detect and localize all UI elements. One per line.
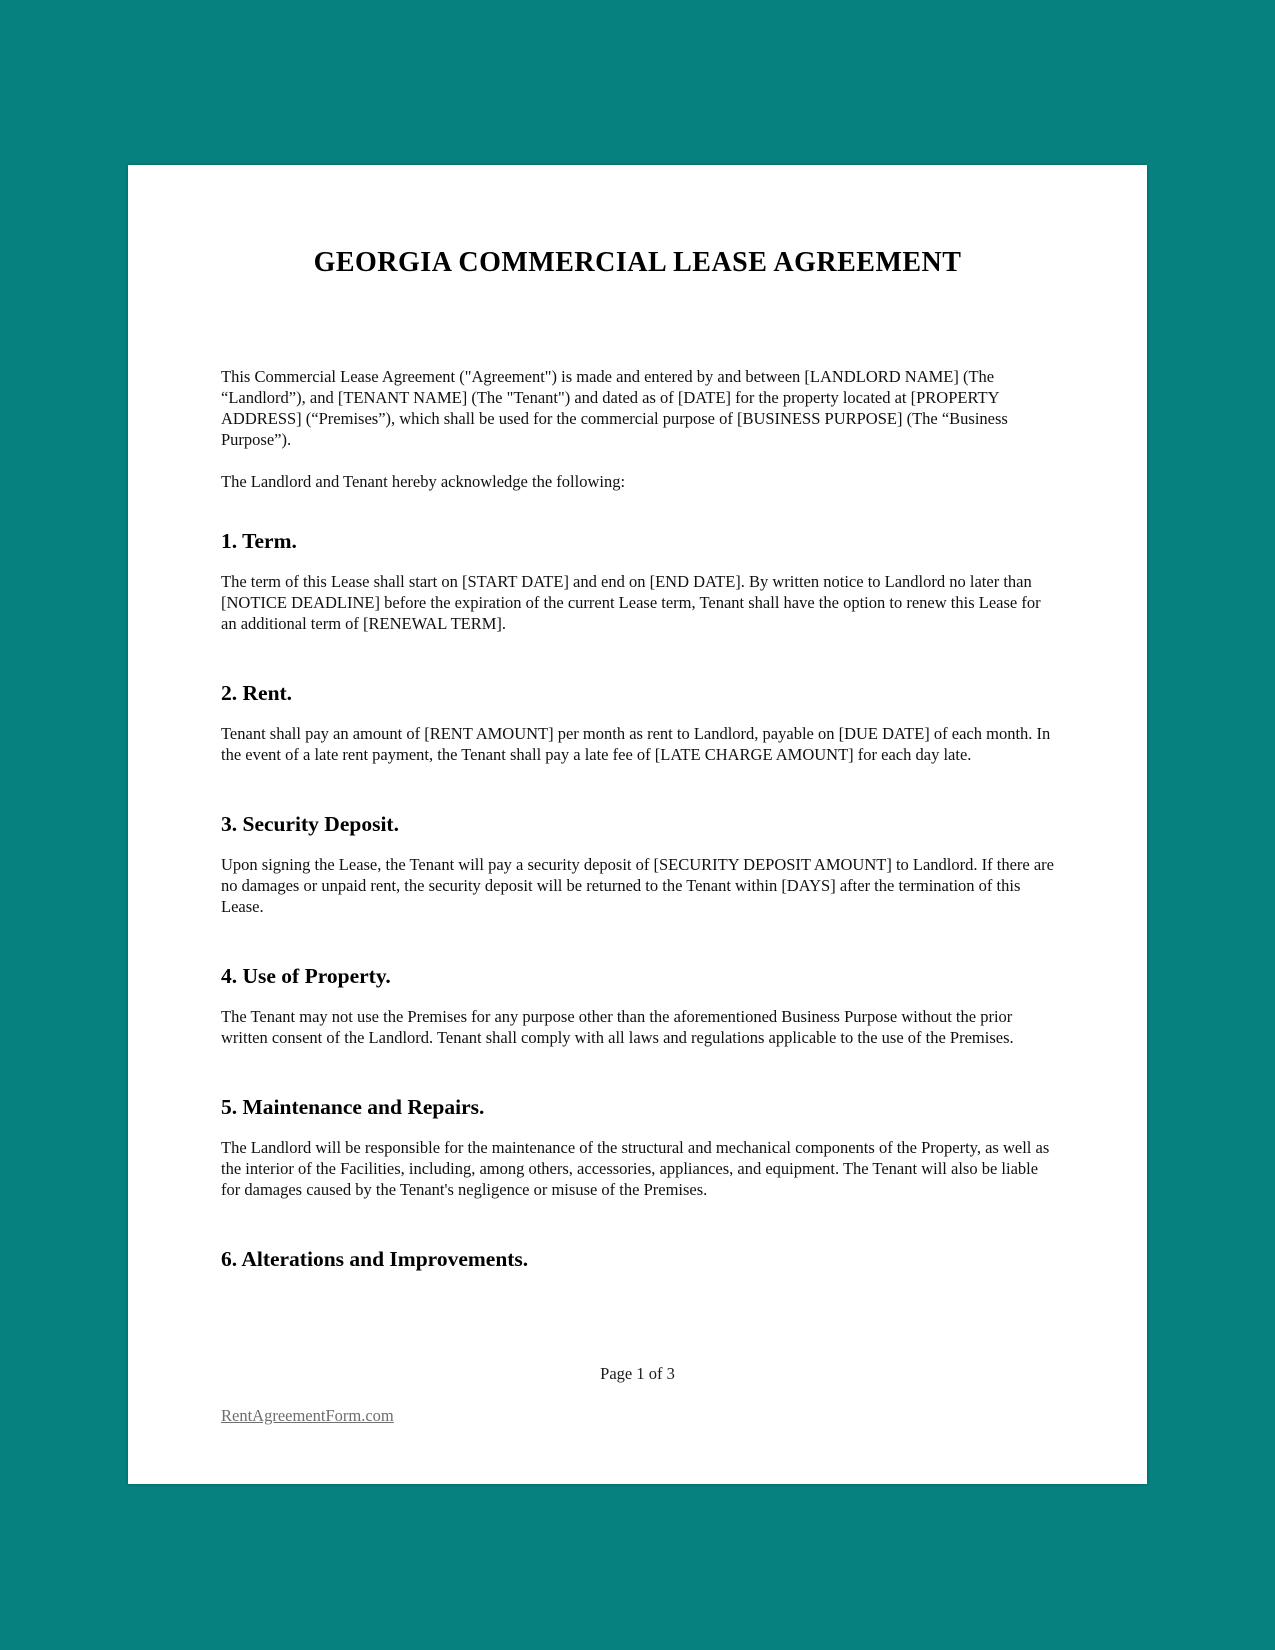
section-block [221, 528, 1054, 634]
acknowledgement-line: The Landlord and Tenant hereby acknowledge the following: [221, 472, 626, 491]
section-paragraph: The Landlord will be responsible for the maintenance of the structural and mechanical components of the Property, as well as the interior of the Facilities, including, among others, accessories, appliances, and equipment. The Tenant will also be liable for damages caused by the Tenant's negligence or misuse of the Premises. [221, 1138, 1050, 1199]
section-block [221, 811, 1054, 917]
footer-website-link[interactable]: RentAgreementForm.com [221, 1406, 394, 1425]
page-number: Page 1 of 3 [600, 1364, 675, 1383]
section-paragraph: Tenant shall pay an amount of [RENT AMOUNT] per month as rent to Landlord, payable on [DUE DATE] of each month. In the event of a late rent payment, the Tenant shall pay a late fee of [LATE CHARGE AMOUNT] for each day late. [221, 724, 1051, 764]
document-title: GEORGIA COMMERCIAL LEASE AGREEMENT [313, 247, 962, 278]
section-heading: 1. Term. [221, 529, 297, 553]
section-heading: 5. Maintenance and Repairs. [221, 1095, 485, 1119]
document-page [128, 165, 1147, 1484]
section-heading: 2. Rent. [221, 681, 293, 705]
section-block [221, 963, 1054, 1048]
section-heading: 4. Use of Property. [221, 964, 391, 988]
section-paragraph: Upon signing the Lease, the Tenant will pay a security deposit of [SECURITY DEPOSIT AMOUNT] to Landlord. If there are no damages or unpaid rent, the security deposit will be returned to the Tenant within [DAYS] after the termination of this Lease. [221, 855, 1054, 916]
section-heading: 6. Alterations and Improvements. [221, 1247, 529, 1271]
section-block [221, 1246, 1054, 1273]
section-paragraph: The Tenant may not use the Premises for any purpose other than the aforementioned Business Purpose without the prior written consent of the Landlord. Tenant shall comply with all laws and regulations applicable to the use of the Premises. [221, 1007, 1014, 1047]
intro-paragraph: This Commercial Lease Agreement ("Agreement") is made and entered by and between [LANDLORD NAME] (The “Landlord”), and [TENANT NAME] (The "Tenant") and dated as of [DATE] for the property located at [PROPERTY ADDRESS] (“Premises”), which shall be used for the commercial purpose of [BUSINESS PURPOSE] (The “Business Purpose”). [221, 367, 1008, 449]
section-paragraph: The term of this Lease shall start on [START DATE] and end on [END DATE]. By written notice to Landlord no later than [NOTICE DEADLINE] before the expiration of the current Lease term, Tenant shall have the option to renew this Lease for an additional term of [RENEWAL TERM]. [221, 572, 1041, 633]
section-block [221, 1094, 1054, 1200]
sections-container [221, 528, 1054, 1273]
section-block [221, 680, 1054, 765]
section-heading: 3. Security Deposit. [221, 812, 399, 836]
